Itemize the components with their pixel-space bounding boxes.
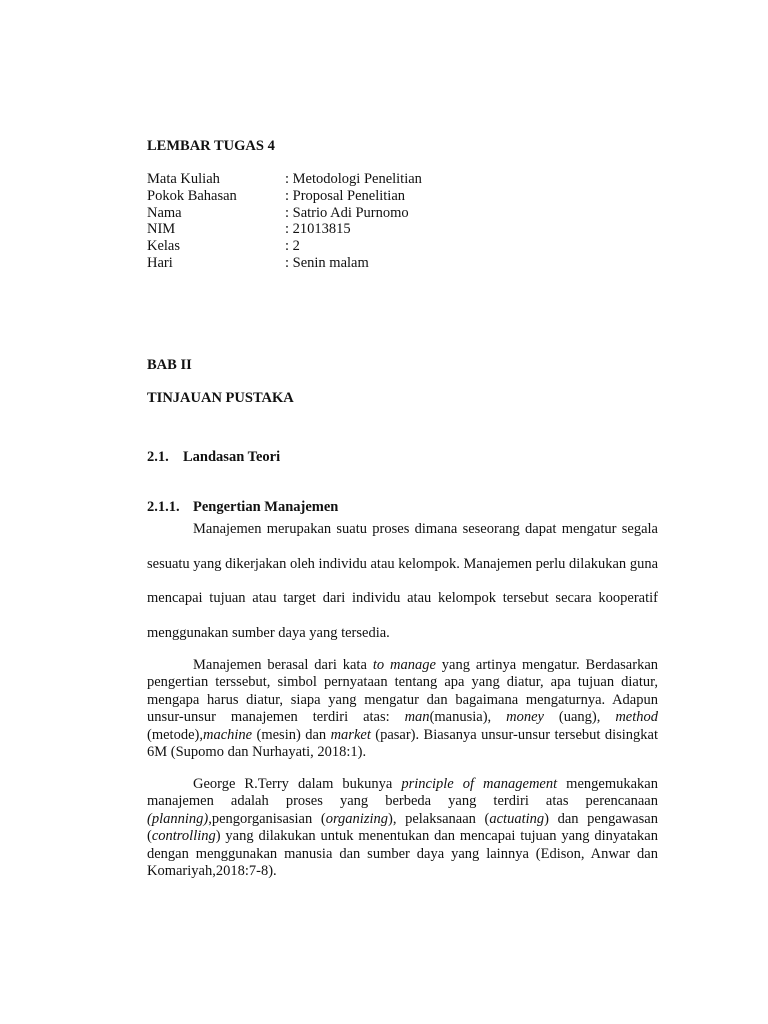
text-run: George R.Terry dalam bukunya <box>193 776 402 792</box>
text-run: Manajemen berasal dari kata <box>193 657 373 673</box>
section-number: 2.1. <box>147 449 169 465</box>
info-label: NIM <box>147 221 176 238</box>
text-run: yang artinya mengatur. Berdasarkan pengertian terssebut, simbol pernyataan tentang apa yang diatur, apa tujuan diatur, mengapa harus diatur, siapa yang mengatur dan bagaimana mengaturnya. Adapun unsur-unsur manajemen terdiri atas: <box>147 657 659 726</box>
chapter-number: BAB II <box>147 357 192 373</box>
info-label: Pokok Bahasan <box>147 187 237 204</box>
info-label: Nama <box>147 204 182 221</box>
paragraph-terry <box>147 776 658 880</box>
italic-term: organizing <box>325 810 388 827</box>
section-title: Landasan Teori <box>183 449 281 465</box>
subsection-title: Pengertian Manajemen <box>193 499 339 515</box>
text-run: (uang), <box>543 709 616 726</box>
info-row-course <box>147 171 422 188</box>
info-value: : 21013815 <box>285 221 351 238</box>
info-value: : Senin malam <box>285 254 369 271</box>
italic-term: to manage <box>372 657 436 673</box>
info-value: : 2 <box>285 238 300 255</box>
info-label: Hari <box>147 254 173 271</box>
chapter-title: TINJAUAN PUSTAKA <box>147 390 294 406</box>
section-heading-2-1 <box>147 449 280 466</box>
italic-term: money <box>506 709 544 726</box>
italic-term: machine <box>202 726 253 743</box>
info-value: : Metodologi Penelitian <box>285 171 422 187</box>
text-run: (mesin) dan <box>252 726 331 743</box>
paragraph-origin <box>147 657 658 761</box>
info-value: : Proposal Penelitian <box>285 187 406 204</box>
text-run: ,pengorganisasian ( <box>208 810 326 827</box>
text-run: ) yang dilakukan untuk menentukan dan mencapai tujuan yang dinyatakan dengan menggunakan manusia dan sumber daya yang lainnya (Edison, Anwar dan Komariyah,2018:7-8). <box>147 828 658 880</box>
italic-term: actuating <box>489 810 545 827</box>
italic-term: market <box>330 726 371 743</box>
italic-term: principle of management <box>401 776 558 792</box>
assignment-info <box>147 171 422 272</box>
text-run: ), pelaksanaan ( <box>388 810 490 827</box>
subsection-number: 2.1.1. <box>147 499 180 515</box>
info-value: : Satrio Adi Purnomo <box>285 204 409 221</box>
info-row-topic <box>147 188 422 205</box>
info-row-day <box>147 255 422 272</box>
text-run: mengemukakan manajemen adalah proses yang berbeda yang terdiri atas perencanaan <box>147 776 658 810</box>
text-run: (manusia), <box>429 709 507 726</box>
info-row-nim <box>147 221 422 238</box>
info-row-name <box>147 205 422 222</box>
italic-term: (planning) <box>147 810 209 827</box>
text-run: (metode), <box>147 726 203 743</box>
text-run: (pasar). Biasanya unsur-unsur tersebut disingkat 6M (Supomo dan Nurhayati, 2018:1). <box>147 726 658 761</box>
paragraph-definition: Manajemen merupakan suatu proses dimana seseorang dapat mengatur segala sesuatu yang dikerjakan oleh individu atau kelompok. Manajemen perlu dilakukan guna mencapai tujuan atau target dari individu atau kelompok tersebut secara kooperatif menggunakan sumber daya yang tersedia. <box>147 521 658 641</box>
info-row-class <box>147 238 422 255</box>
text-run: ) dan pengawasan ( <box>147 810 658 845</box>
info-label: Mata Kuliah <box>147 171 220 187</box>
italic-term: method <box>615 709 658 726</box>
assignment-title: LEMBAR TUGAS 4 <box>147 138 275 154</box>
italic-term: controlling <box>151 828 216 845</box>
italic-term: man <box>404 709 430 726</box>
info-label: Kelas <box>147 238 181 255</box>
